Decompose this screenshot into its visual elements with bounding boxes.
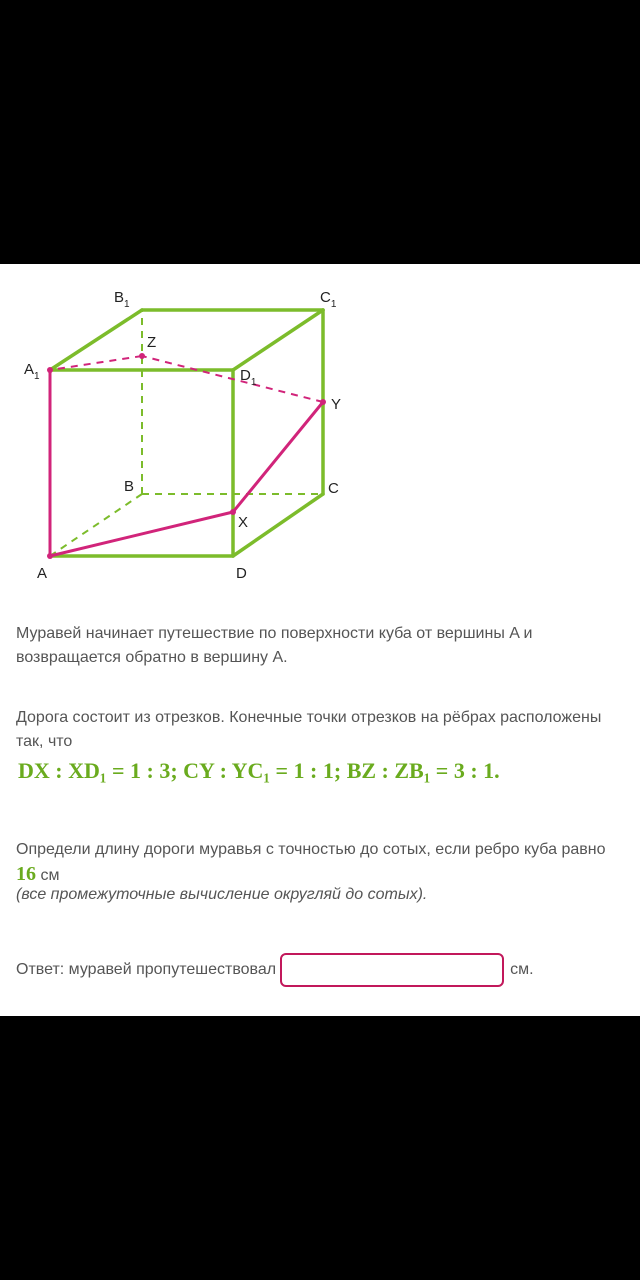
problem-panel (0, 264, 640, 1016)
edge-d1-c1 (233, 310, 323, 370)
label-d1: $D_1$ (240, 367, 257, 388)
label-b1: $B_1$ (114, 289, 130, 310)
path-points (47, 353, 326, 559)
rounding-hint: (все промежуточные вычисление округляй до сотых). (16, 886, 428, 903)
point-x (230, 509, 236, 515)
label-x: X (238, 514, 249, 531)
edge-length-value: 16 (16, 863, 36, 885)
point-a (47, 553, 53, 559)
ant-path (50, 370, 323, 556)
edge-a1-b1 (50, 310, 142, 370)
hidden-edges (50, 310, 323, 556)
point-y (320, 399, 326, 405)
cube-diagram (0, 264, 640, 604)
label-b: B (124, 478, 135, 495)
answer-input[interactable] (280, 953, 504, 987)
problem-paragraph-1: Муравей начинает путешествие по поверхности куба от вершины A и возвращается обратно в вершину A. (16, 625, 533, 666)
label-a1: $A_1$ (24, 361, 40, 382)
label-a: A (37, 565, 48, 582)
problem-paragraph-3 (16, 838, 616, 888)
label-y: Y (331, 396, 342, 413)
path-x-y (233, 402, 323, 512)
label-d: D (236, 565, 247, 582)
problem-paragraph-2: Дорога состоит из отрезков. Конечные точки отрезков на рёбрах расположены так, что (16, 709, 602, 750)
path-a-x (50, 512, 233, 556)
edge-length-unit: см (40, 867, 60, 884)
cube-edges (50, 310, 323, 556)
point-z (139, 353, 145, 359)
answer-row (16, 950, 534, 990)
point-a1 (47, 367, 53, 373)
label-c: C (328, 480, 339, 497)
label-c1: $C_1$ (320, 289, 337, 310)
edge-a-b (50, 494, 142, 556)
paragraph-3-text: Определи длину дороги муравья с точностью до сотых, если ребро куба равно (16, 841, 606, 858)
answer-label: Ответ: муравей пропутешествовал (16, 961, 277, 978)
ratio-formula: DX : XD₁ = 1 : 3; CY : YC₁ = 1 : 1; BZ : ZB₁ = 3 : 1. (18, 758, 500, 783)
answer-unit: см. (510, 961, 534, 978)
label-z: Z (147, 334, 157, 351)
ant-path-hidden (50, 356, 323, 402)
